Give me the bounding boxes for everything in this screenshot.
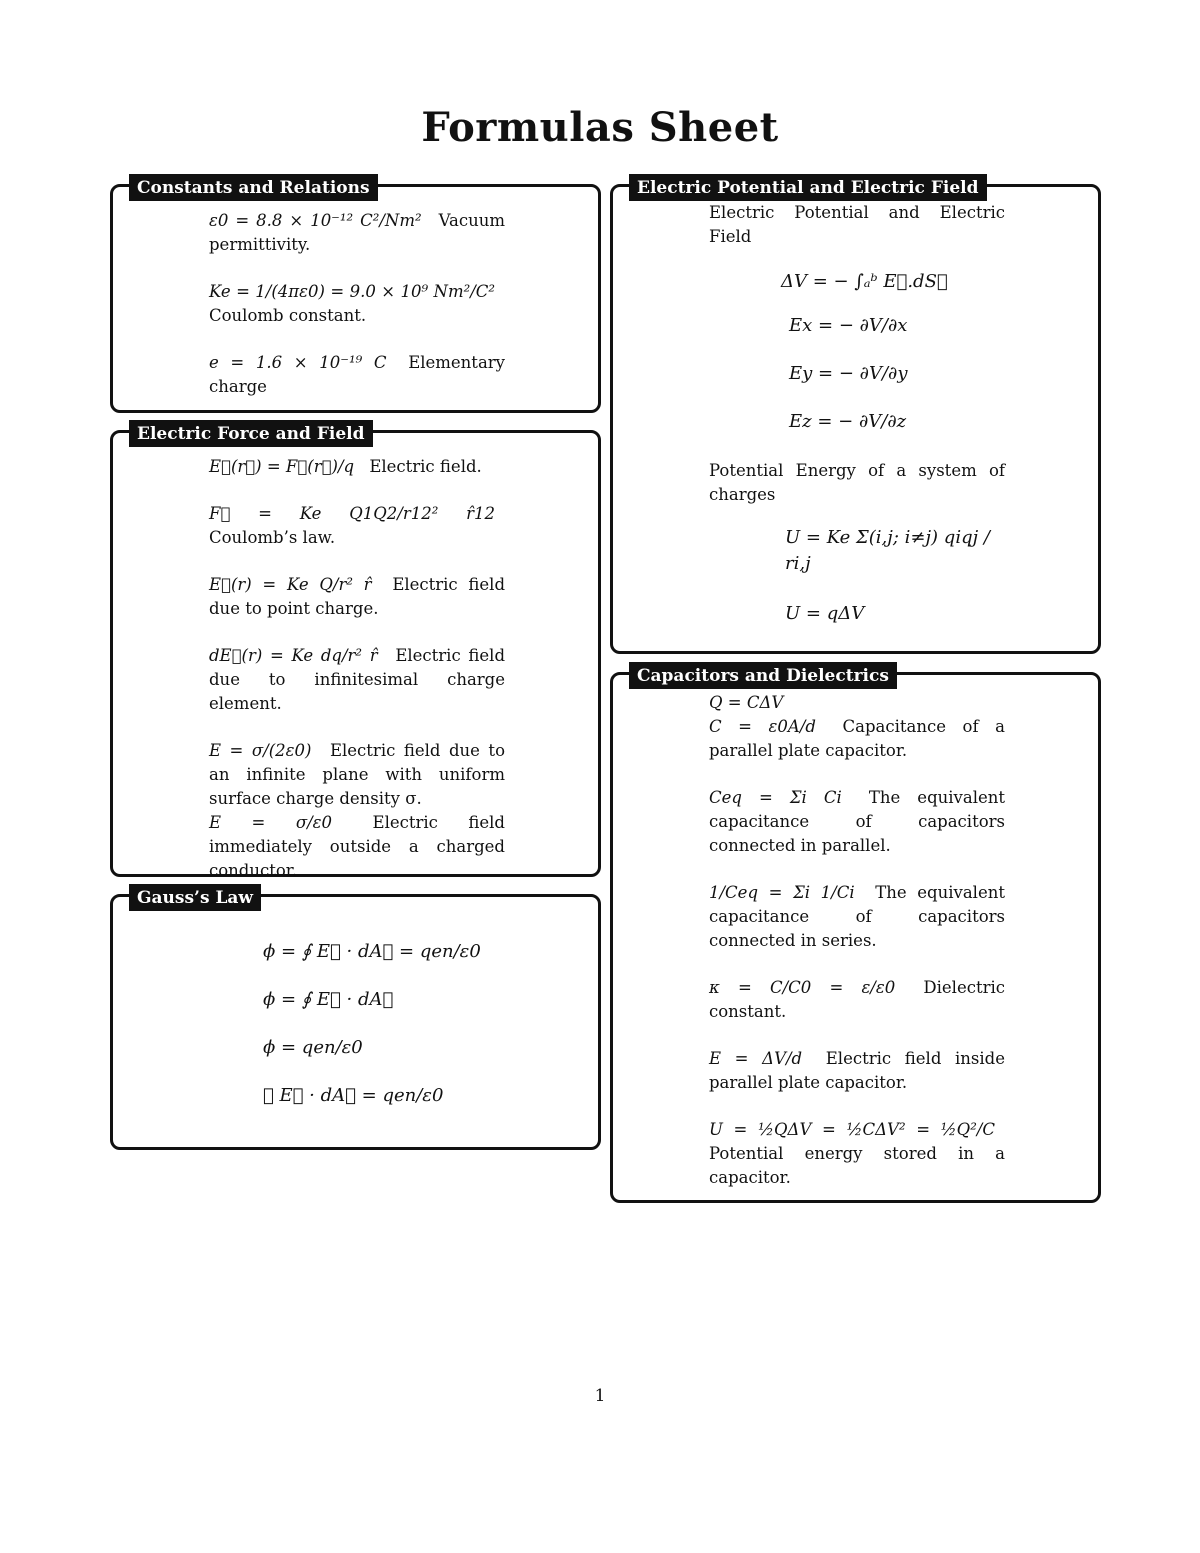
formula-description: Coulomb’s law. [209, 528, 336, 547]
gauss-law-section-title: Gauss’s Law [129, 884, 261, 911]
electric-force-section [110, 424, 601, 880]
formula-description: Electric field. [369, 457, 482, 476]
formula: 1/Ceq = Σi 1/Ci [709, 883, 855, 902]
page-number: 1 [594, 1386, 606, 1406]
constants-section [110, 178, 601, 413]
gauss-equation: ϕ = ∮ E⃗ · dA⃗ [263, 989, 394, 1010]
formula: C = ε0A/d [709, 717, 816, 736]
constant-item [209, 351, 505, 399]
formula-item [209, 573, 505, 621]
formula-item [709, 1118, 1005, 1190]
formula-description: Electric field immediately outside a charged conductor. [209, 813, 505, 880]
gauss-equation: ϕ = ∮ E⃗ · dA⃗ = qen/ε0 [263, 941, 481, 962]
page-title: Formulas Sheet [421, 104, 779, 151]
formula: dE⃗(r) = Ke dq/r² r̂ [209, 646, 378, 665]
gauss-equation: ϕ = qen/ε0 [263, 1037, 363, 1058]
formula-item [209, 739, 505, 811]
formula: U = ½QΔV = ½CΔV² = ½Q²/C [709, 1120, 995, 1139]
potential-equation: Ez = − ∂V/∂z [789, 411, 907, 432]
formula-item [709, 1047, 1005, 1095]
formula-description: Capacitance of a parallel plate capacitor. [709, 717, 1005, 760]
potential-equation: ΔV = − ∫ₐᵇ E⃗.dS⃗ [781, 271, 948, 292]
formula-item [209, 455, 505, 479]
gauss-law-section [110, 888, 601, 1150]
formula-description: Electric field due to infinitesimal charge element. [209, 646, 506, 713]
formula-item [209, 811, 505, 883]
energy-intro: Potential Energy of a system of charges [709, 461, 1005, 504]
formula: F⃗ = Ke Q1Q2/r12² r̂12 [209, 504, 495, 523]
formula: e = 1.6 × 10⁻¹⁹ C [209, 353, 387, 372]
potential-intro: Electric Potential and Electric Field [709, 203, 1005, 246]
formula: E⃗(r⃗) = F⃗(r⃗)/q [209, 457, 355, 476]
formula-item [709, 715, 1005, 763]
formula-item [709, 976, 1005, 1024]
formula-item [209, 644, 505, 716]
formula-description: The equivalent capacitance of capacitors connected in parallel. [709, 788, 1005, 855]
formula: E = σ/(2ε0) [209, 741, 312, 760]
gauss-equation: ∮ E⃗ · dA⃗ = qen/ε0 [263, 1085, 444, 1106]
formula: E = σ/ε0 [209, 813, 333, 832]
formula-item [709, 786, 1005, 858]
formula-description: Electric field inside parallel plate capacitor. [709, 1049, 1005, 1092]
formula-description: The equivalent capacitance of capacitors connected in series. [709, 883, 1005, 950]
capacitors-section-title: Capacitors and Dielectrics [629, 662, 897, 689]
formula: ε0 = 8.8 × 10⁻¹² C²/Nm² [209, 211, 422, 230]
formula: κ = C/C0 = ε/ε0 [709, 978, 896, 997]
formula-description: Electric field due to point charge. [209, 575, 506, 618]
formula: Ke = 1/(4πε0) = 9.0 × 10⁹ Nm²/C² [209, 282, 495, 301]
formula-description: Vacuum permittivity. [209, 211, 505, 254]
formula: E⃗(r) = Ke Q/r² r̂ [209, 575, 372, 594]
potential-section-title: Electric Potential and Electric Field [629, 174, 987, 201]
potential-section [610, 178, 1101, 654]
constant-item [209, 280, 505, 328]
formula-item [709, 881, 1005, 953]
formula-description: Elementary charge [209, 353, 505, 396]
constant-item [209, 209, 505, 257]
formula-item [209, 502, 505, 550]
energy-equation: U = Ke Σ(i,j; i≠j) qiqj / ri,j [785, 527, 990, 574]
electric-force-section-title: Electric Force and Field [129, 420, 373, 447]
formula-description: Electric field due to an infinite plane with uniform surface charge density σ. [209, 741, 505, 808]
formula: Ceq = Σi Ci [709, 788, 842, 807]
formula-description: Dielectric constant. [709, 978, 1005, 1021]
constants-section-title: Constants and Relations [129, 174, 378, 201]
formula-description: Coulomb constant. [209, 306, 367, 325]
potential-equation: Ex = − ∂V/∂x [789, 315, 908, 336]
lead-formula: Q = CΔV [709, 693, 784, 712]
energy-equation: U = qΔV [785, 603, 865, 624]
potential-equation: Ey = − ∂V/∂y [789, 363, 908, 384]
formula-description: Potential energy stored in a capacitor. [709, 1144, 1005, 1187]
capacitors-section [610, 666, 1101, 1203]
formula: E = ΔV/d [709, 1049, 803, 1068]
